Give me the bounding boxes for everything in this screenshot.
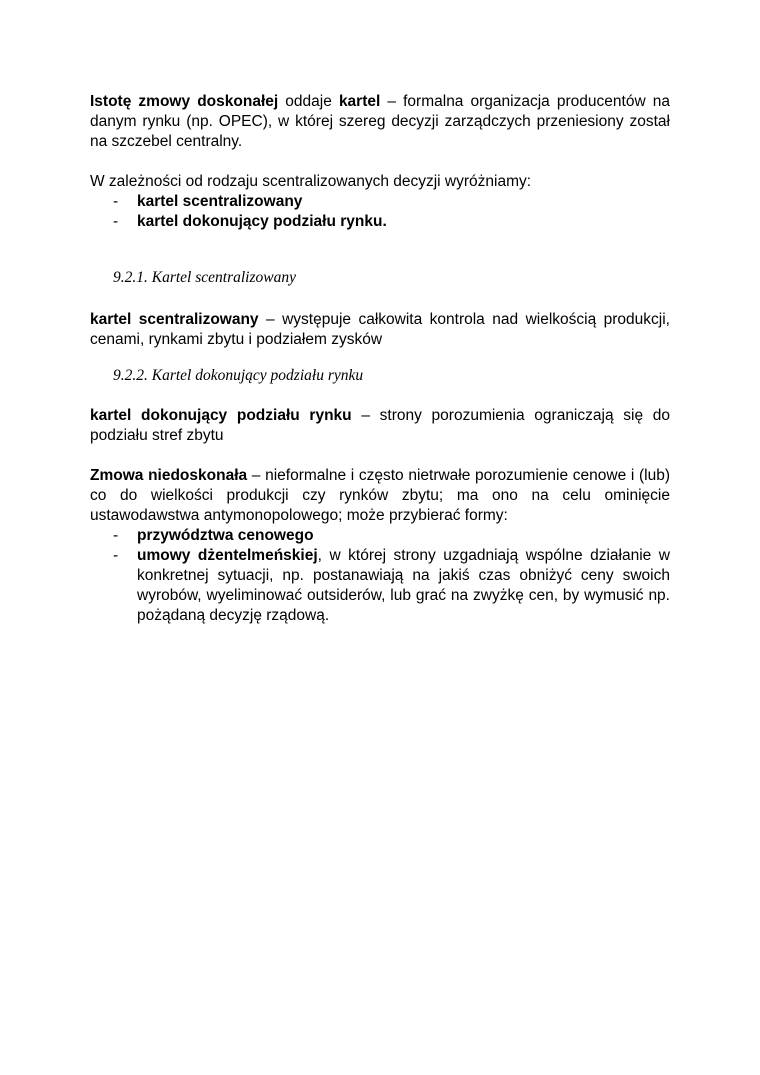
section-heading-9-2-1: 9.2.1. Kartel scentralizowany (113, 269, 296, 286)
term-imperfect-collusion: Zmowa niedoskonała (90, 467, 248, 484)
term-perfect-collusion: Istotę zmowy doskonałej (90, 93, 279, 110)
term-cartel: kartel (338, 93, 381, 110)
collusion-forms-list (90, 526, 670, 626)
dash-bullet: - (113, 527, 119, 544)
term-centralized-cartel: kartel scentralizowany (90, 311, 259, 328)
list-item: - umowy dżentelmeńskiej, w której strony uzgadniają wspólne działanie w konkretnej sytuacji, np. postanawiają na jakiś czas obniżyć ceny swoich wyrobów, wyeliminować outsiderów, lub grać na zwyżkę cen, by wymusić np. pożądaną decyzję rządową. (113, 547, 670, 624)
list-item: - przywództwa cenowego (113, 527, 314, 544)
paragraph-perfect-collusion: Istotę zmowy doskonałej oddaje kartel – formalna organizacja producentów na danym rynku (np. OPEC), w której szereg decyzji zarządczych przeniesiony został na szczebel centralny. (90, 93, 670, 150)
cartel-types-list (90, 192, 670, 232)
dash-bullet: - (113, 193, 119, 210)
section-heading-9-2-2: 9.2.2. Kartel dokonujący podziału rynku (113, 367, 364, 384)
page-content (90, 92, 670, 626)
paragraph-centralized-cartel: kartel scentralizowany – występuje całkowita kontrola nad wielkością produkcji, cenami, rynkami zbytu i podziałem zysków (90, 311, 670, 348)
paragraph-market-sharing-cartel: kartel dokonujący podziału rynku – strony porozumienia ograniczają się do podziału stref zbytu (90, 407, 670, 444)
paragraph-intro-types: W zależności od rodzaju scentralizowanych decyzji wyróżniamy: (90, 173, 532, 190)
term-market-sharing-cartel: kartel dokonujący podziału rynku (90, 407, 352, 424)
list-item: - kartel dokonujący podziału rynku. (113, 213, 387, 230)
dash-bullet: - (113, 213, 119, 230)
list-item: - kartel scentralizowany (113, 193, 303, 210)
dash-bullet: - (113, 547, 119, 564)
paragraph-imperfect-collusion: Zmowa niedoskonała – nieformalne i często nietrwałe porozumienie cenowe i (lub) co do wielkości produkcji czy rynków zbytu; ma ono na celu ominięcie ustawodawstwa antymonopolowego; może przybierać formy: (90, 467, 670, 524)
